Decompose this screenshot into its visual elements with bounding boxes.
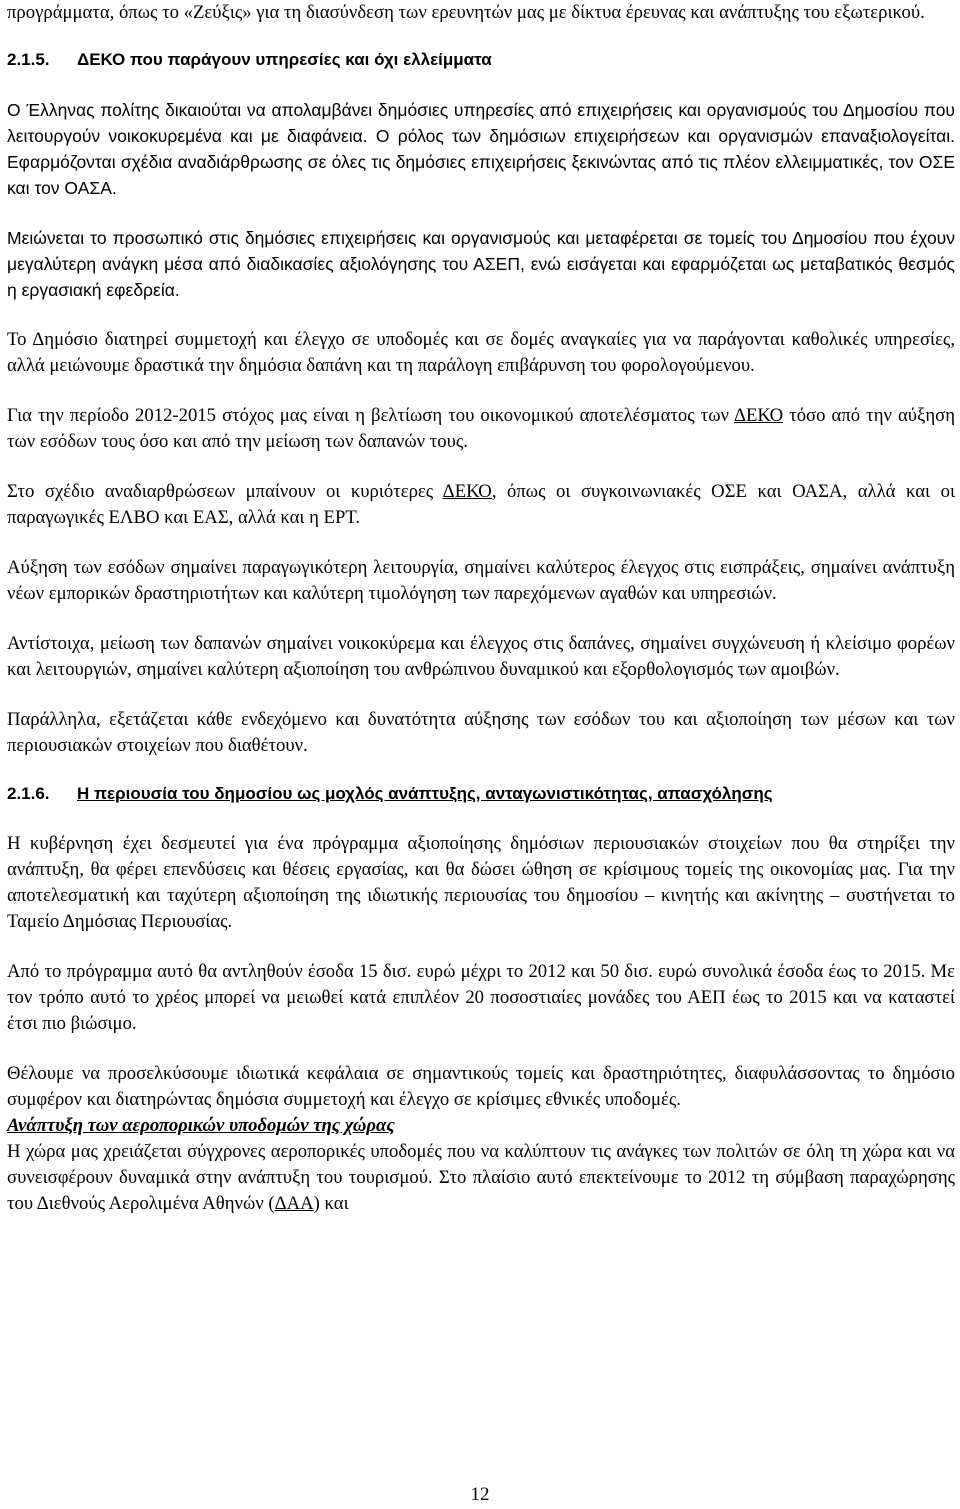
section-215-paragraph-2: Μειώνεται το προσωπικό στις δημόσιες επιχειρήσεις και οργανισμούς και μεταφέρεται σε τομείς του Δημοσίου που έχουν μεγαλύτερη ανάγκη μέσα από διαδικασίες αξιολόγησης του ΑΣΕΠ, ενώ εισάγεται και εφαρμόζεται ως μεταβατικός θεσμός η εργασιακή εφεδρεία.: [7, 228, 955, 300]
p5-underlined-deko: ΔΕΚΟ: [442, 481, 492, 502]
p4b-text-tail: ) και: [313, 1193, 349, 1214]
p5-text-lead: Στο σχέδιο αναδιαρθρώσεων μπαίνουν οι κυριότερες: [7, 481, 443, 502]
section-216-number: 2.1.6.: [7, 784, 50, 803]
section-215-paragraph-8: Παράλληλα, εξετάζεται κάθε ενδεχόμενο και δυνατότητα αύξησης των εσόδων του και αξιοποίηση των μέσων και των περιουσιακών στοιχείων που διαθέτουν.: [7, 709, 955, 756]
p5-text-tail: , όπως οι συγκοινωνιακές ΟΣΕ και ΟΑΣΑ, αλλά και οι παραγωγικές ΕΛΒΟ και ΕΑΣ, αλλά και η ΕΡΤ.: [7, 481, 955, 528]
intro-paragraph: προγράμματα, όπως το «Ζεύξις» για τη διασύνδεση των ερευνητών μας με δίκτυα έρευνας και ανάπτυξης του εξωτερικού.: [7, 2, 925, 23]
section-216-paragraph-1: Η κυβέρνηση έχει δεσμευτεί για ένα πρόγραμμα αξιοποίησης δημόσιων περιουσιακών στοιχείων που θα στηρίξει την ανάπτυξη, θα φέρει επενδύσεις και θέσεις εργασίας, και θα δώσει ώθηση σε κρίσιμους τομείς της οικονομίας μας. Για την αποτελεσματική και ταχύτερη αξιοποίηση της ιδιωτικής περιουσίας του δημοσίου – κινητής και ακίνητης – συστήνεται το Ταμείο Δημόσιας Περιουσίας.: [7, 833, 955, 932]
section-215-paragraph-6: Αύξηση των εσόδων σημαίνει παραγωγικότερη λειτουργία, σημαίνει καλύτερος έλεγχος στις εισπράξεις, σημαίνει ανάπτυξη νέων εμπορικών δραστηριοτήτων και καλύτερη τιμολόγηση των παρεχόμενων αγαθών και υπηρεσιών.: [7, 557, 955, 604]
airport-subheading-text: Ανάπτυξη των αεροπορικών υποδομών της χώρας: [7, 1115, 395, 1136]
page-number: 12: [470, 1484, 490, 1505]
airport-subheading: [7, 1113, 955, 1139]
section-215-paragraph-4: [7, 403, 955, 455]
section-215-paragraph-3: Το Δημόσιο διατηρεί συμμετοχή και έλεγχο σε υποδομές και σε δομές αναγκαίες για να παράγονται καθολικές υπηρεσίες, αλλά μειώνουμε δραστικά την δημόσια δαπάνη και τη παράλογη επιβάρυνση του φορολογούμενου.: [7, 329, 955, 376]
section-216-paragraph-4: [7, 1139, 955, 1217]
section-215-paragraph-5: [7, 479, 955, 531]
section-216-title: Η περιουσία του δημοσίου ως μοχλός ανάπτυξης, ανταγωνιστικότητας, απασχόλησης: [77, 784, 773, 803]
section-216-heading: [7, 781, 955, 807]
section-215-number: 2.1.5.: [7, 50, 50, 69]
p4b-text-lead: Η χώρα μας χρειάζεται σύγχρονες αεροπορικές υποδομές που να καλύπτουν τις ανάγκες των πολιτών σε όλη τη χώρα και να συνεισφέρουν δυναμικά στην ανάπτυξη του τουρισμού. Στο πλαίσιο αυτό επεκτείνουμε το 2012 τη σύμβαση παραχώρησης του Διεθνούς Αερολιμένα Αθηνών (: [7, 1141, 955, 1214]
p4-text-lead: Για την περίοδο 2012-2015 στόχος μας είναι η βελτίωση του οικονομικού αποτελέσματος των: [7, 405, 734, 426]
document-page: [7, 0, 955, 1217]
p4b-underlined-daa: ΔΑΑ: [274, 1193, 314, 1214]
section-215-paragraph-7: Αντίστοιχα, μείωση των δαπανών σημαίνει νοικοκύρεμα και έλεγχος στις δαπάνες, σημαίνει συγχώνευση ή κλείσιμο φορέων και λειτουργιών, σημαίνει καλύτερη αξιοποίηση του ανθρώπινου δυναμικού και εξορθολογισμός των αμοιβών.: [7, 633, 955, 680]
section-216-paragraph-3: Θέλουμε να προσελκύσουμε ιδιωτικά κεφάλαια σε σημαντικούς τομείς και δραστηριότητες, διαφυλάσσοντας το δημόσιο συμφέρον και διατηρώντας δημόσια συμμετοχή και έλεγχο σε κρίσιμες εθνικές υποδομές.: [7, 1063, 955, 1110]
section-215-heading: [7, 47, 955, 73]
section-216-paragraph-2: Από το πρόγραμμα αυτό θα αντληθούν έσοδα 15 δισ. ευρώ μέχρι το 2012 και 50 δισ. ευρώ συνολικά έσοδα έως το 2015. Με τον τρόπο αυτό το χρέος μπορεί να μειωθεί κατά επιπλέον 20 ποσοστιαίες μονάδες του ΑΕΠ έως το 2015 και να καταστεί έτσι πιο βιώσιμο.: [7, 961, 955, 1034]
section-215-title: ΔΕΚΟ που παράγουν υπηρεσίες και όχι ελλείμματα: [77, 50, 492, 69]
p4-underlined-deko: ΔΕΚΟ: [733, 405, 784, 426]
p4-text-tail: τόσο από την αύξηση των εσόδων τους όσο και από την μείωση των δαπανών τους.: [7, 405, 955, 452]
section-215-paragraph-1: Ο Έλληνας πολίτης δικαιούται να απολαμβάνει δημόσιες υπηρεσίες από επιχειρήσεις και οργανισμούς του Δημοσίου που λειτουργούν νοικοκυρεμένα και με διαφάνεια. Ο ρόλος των δημόσιων επιχειρήσεων και οργανισμών επαναξιολογείται. Εφαρμόζονται σχέδια αναδιάρθρωσης σε όλες τις δημόσιες επιχειρήσεις ξεκινώντας από τις πλέον ελλειμματικές, τον ΟΣΕ και τον ΟΑΣΑ.: [7, 100, 955, 198]
